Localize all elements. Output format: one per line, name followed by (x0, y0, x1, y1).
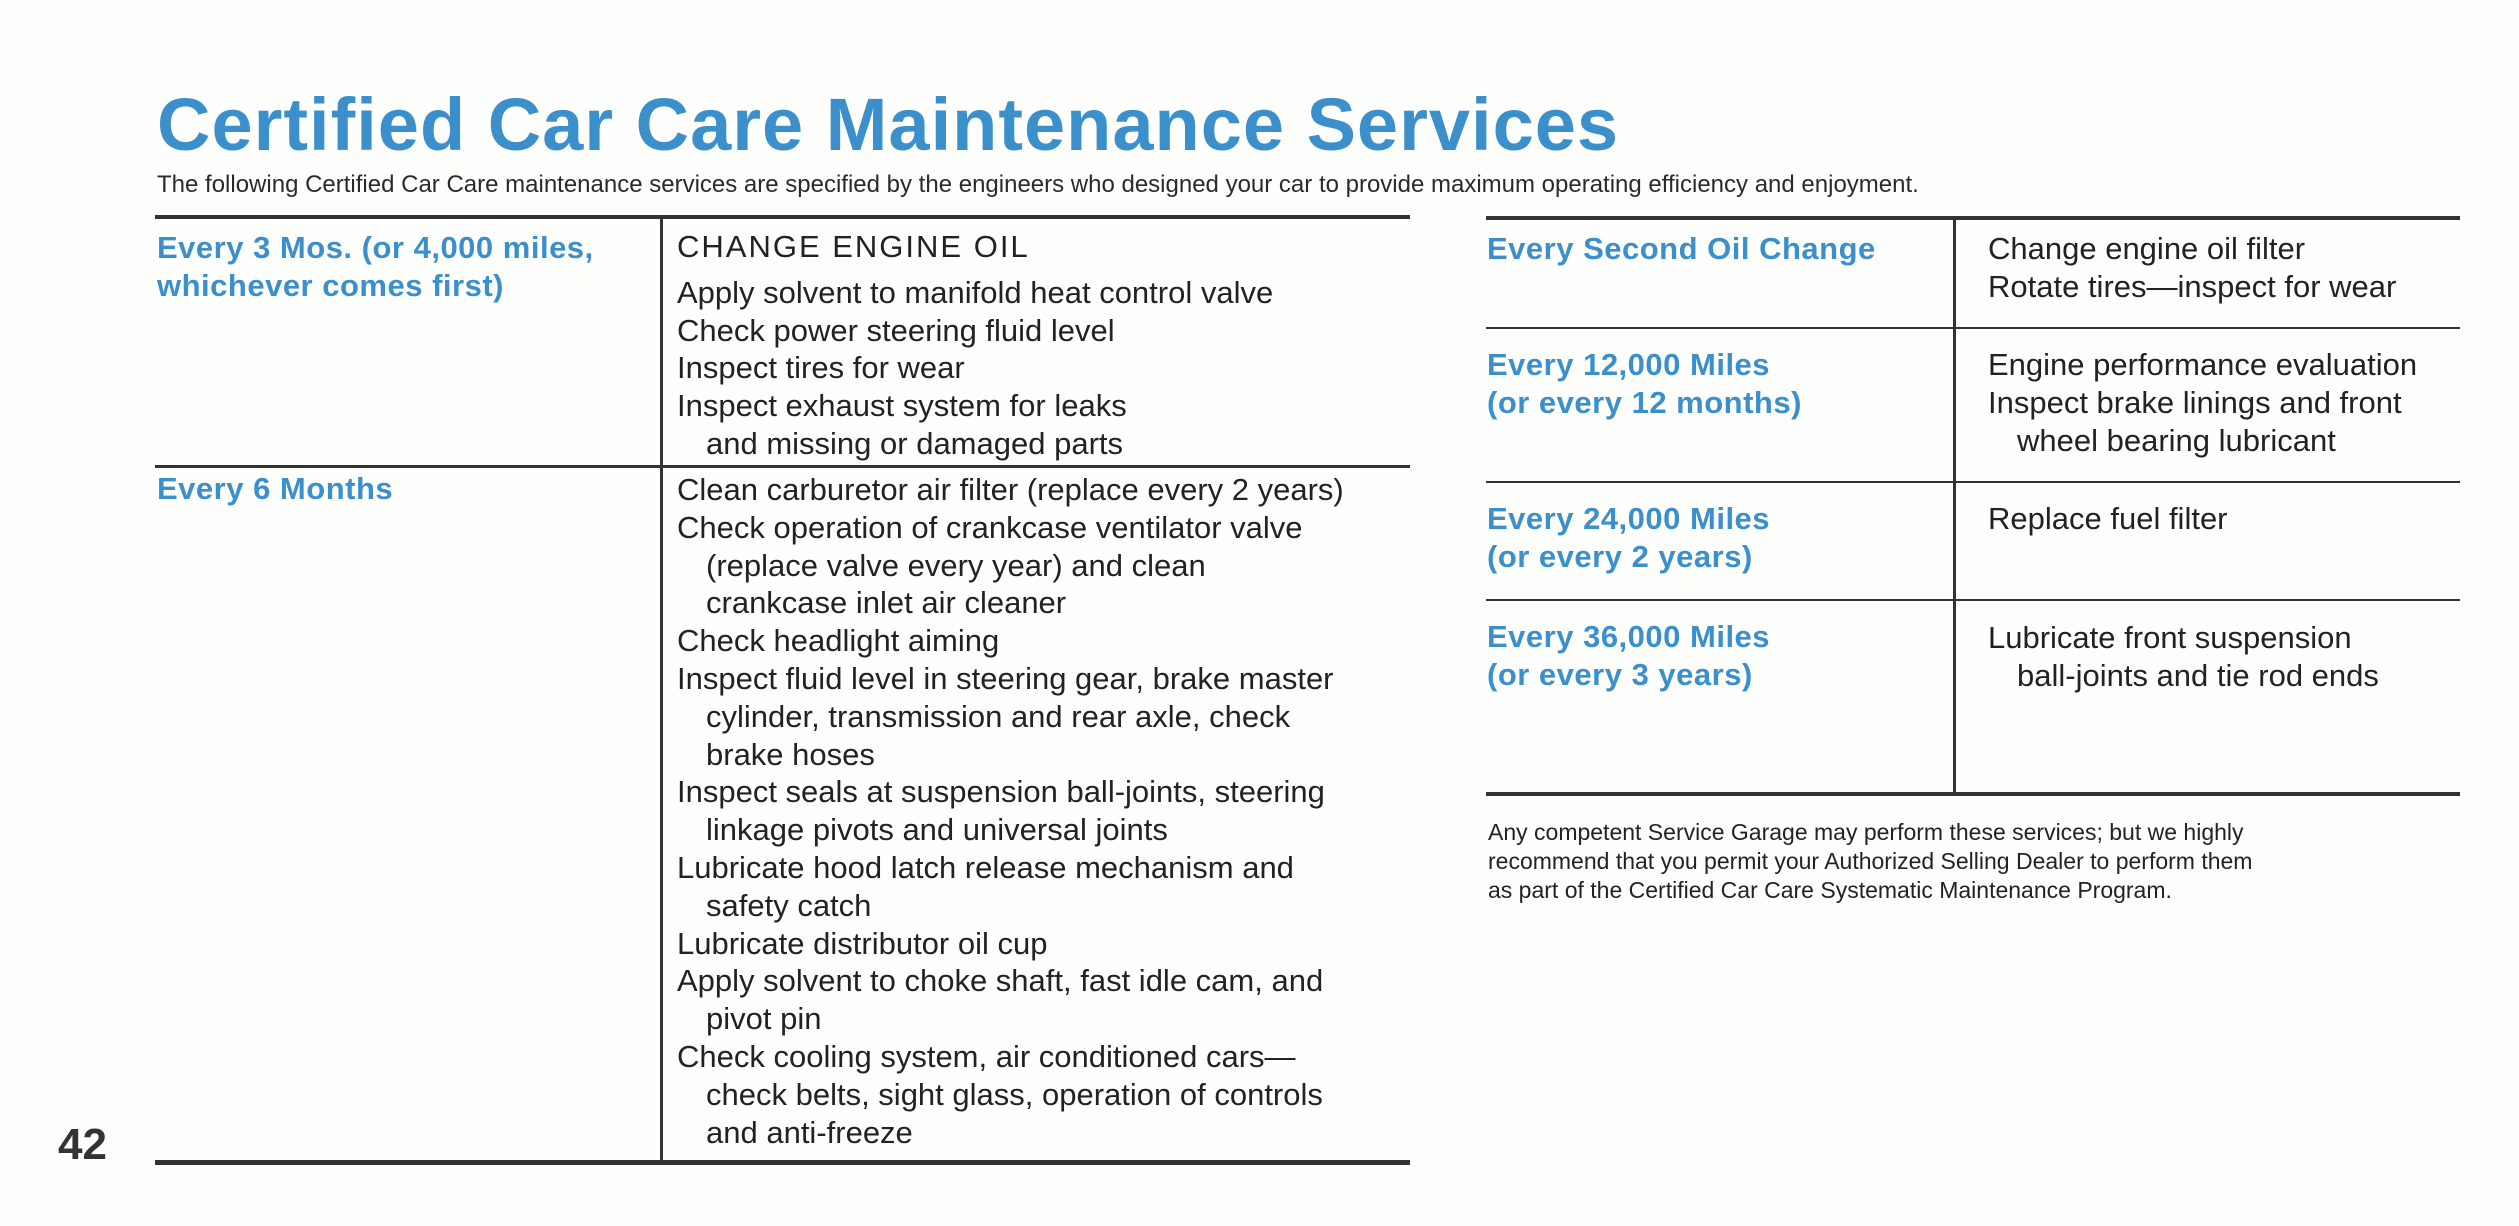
task-line: Lubricate hood latch release mechanism and (677, 849, 1294, 885)
task-line: Apply solvent to manifold heat control valve (677, 274, 1274, 310)
task-line: Replace fuel filter (1988, 501, 2228, 536)
list-item (677, 622, 1344, 660)
list-item (1988, 500, 2228, 538)
task-line: and anti-freeze (706, 1114, 913, 1150)
task-line: check belts, sight glass, operation of controls (706, 1076, 1323, 1112)
right-table-row-divider (1486, 327, 2460, 329)
tasks-every-6-months (677, 471, 1344, 1151)
right-table-bottom-rule (1486, 792, 2460, 796)
tasks-every-second-oil-change (1988, 230, 2396, 306)
task-line: ball-joints and tie rod ends (2017, 657, 2379, 693)
interval-line: (or every 2 years) (1487, 539, 1753, 574)
list-item (1988, 268, 2396, 306)
task-line: and missing or damaged parts (706, 425, 1124, 461)
interval-every-3-months (157, 229, 594, 305)
list-item (677, 925, 1344, 963)
note-line: recommend that you permit your Authorized Selling Dealer to perform them (1488, 848, 2253, 874)
list-item (677, 349, 1273, 387)
right-table-row-divider (1486, 481, 2460, 483)
left-table-row-divider (155, 465, 1410, 468)
list-item (1988, 619, 2379, 695)
interval-every-6-months (157, 470, 393, 508)
task-line: Inspect fluid level in steering gear, brake master (677, 660, 1334, 696)
interval-every-24000-miles (1487, 500, 1770, 576)
list-item (677, 660, 1344, 773)
interval-line: Every 12,000 Miles (1487, 347, 1771, 382)
right-table-row-divider (1486, 599, 2460, 601)
tasks-every-24000-miles (1988, 500, 2228, 538)
right-table-column-divider (1953, 216, 1956, 794)
task-line: Clean carburetor air filter (replace every 2 years) (677, 472, 1344, 507)
task-line: Inspect exhaust system for leaks (677, 388, 1127, 424)
interval-every-36000-miles (1487, 618, 1770, 694)
list-item (677, 387, 1273, 463)
interval-line: Every 24,000 Miles (1487, 501, 1771, 536)
interval-line: (or every 12 months) (1487, 385, 1802, 420)
left-table-column-divider (660, 215, 663, 1163)
list-item (677, 471, 1344, 509)
task-line: crankcase inlet air cleaner (706, 585, 1067, 621)
interval-every-second-oil-change (1487, 230, 1876, 268)
task-line: wheel bearing lubricant (2017, 422, 2336, 458)
interval-line: whichever comes first) (157, 268, 504, 303)
left-table-top-rule (155, 215, 1410, 219)
task-heading-change-engine-oil: CHANGE ENGINE OIL (677, 229, 1030, 264)
list-item (1988, 230, 2396, 268)
interval-line: Every 6 Months (157, 471, 394, 506)
interval-line: Every 3 Mos. (or 4,000 miles, (157, 230, 594, 265)
interval-line: Every 36,000 Miles (1487, 619, 1771, 654)
task-line: Inspect brake linings and front (1988, 384, 2402, 420)
task-line: Apply solvent to choke shaft, fast idle cam, and (677, 963, 1324, 999)
interval-line: Every Second Oil Change (1487, 231, 1876, 266)
page-number: 42 (58, 1120, 107, 1169)
task-line: linkage pivots and universal joints (706, 812, 1168, 848)
page-title: Certified Car Care Maintenance Services (157, 83, 1620, 166)
list-item (677, 509, 1344, 622)
left-table-bottom-rule (155, 1160, 1410, 1165)
page-subtitle: The following Certified Car Care maintenance services are specified by the engineers who designed your car to provide maximum operating efficiency and enjoyment. (157, 171, 1919, 198)
list-item (677, 1038, 1344, 1151)
list-item (677, 274, 1273, 312)
task-line: Change engine oil filter (1988, 231, 2306, 266)
list-item (1988, 346, 2417, 384)
task-line: brake hoses (706, 736, 875, 772)
task-line: Check cooling system, air conditioned cars— (677, 1038, 1296, 1074)
task-line: Lubricate front suspension (1988, 620, 2352, 655)
tasks-every-3-months (677, 228, 1273, 463)
task-line: cylinder, transmission and rear axle, check (706, 698, 1291, 734)
task-line: (replace valve every year) and clean (706, 547, 1206, 583)
list-item (677, 849, 1344, 925)
tasks-every-36000-miles (1988, 619, 2379, 695)
list-item (677, 962, 1344, 1038)
task-line: Check operation of crankcase ventilator valve (677, 509, 1303, 545)
list-item (677, 312, 1273, 350)
task-line: Lubricate distributor oil cup (677, 925, 1048, 961)
task-line: Rotate tires—inspect for wear (1988, 268, 2397, 304)
list-item (1988, 384, 2417, 460)
interval-line: (or every 3 years) (1487, 657, 1753, 692)
right-table-top-rule (1486, 216, 2460, 220)
note-line: Any competent Service Garage may perform these services; but we highly (1488, 819, 2244, 845)
task-line: Check power steering fluid level (677, 312, 1115, 348)
task-line: pivot pin (706, 1001, 822, 1037)
tasks-every-12000-miles (1988, 346, 2417, 459)
task-line: safety catch (706, 887, 872, 923)
task-line: Engine performance evaluation (1988, 347, 2418, 382)
service-note (1488, 818, 2448, 905)
list-item (677, 773, 1344, 849)
task-line: Inspect tires for wear (677, 350, 965, 386)
note-line: as part of the Certified Car Care Systematic Maintenance Program. (1488, 877, 2172, 903)
interval-every-12000-miles (1487, 346, 1802, 422)
task-line: Check headlight aiming (677, 623, 1000, 659)
task-line: Inspect seals at suspension ball-joints, steering (677, 774, 1325, 810)
